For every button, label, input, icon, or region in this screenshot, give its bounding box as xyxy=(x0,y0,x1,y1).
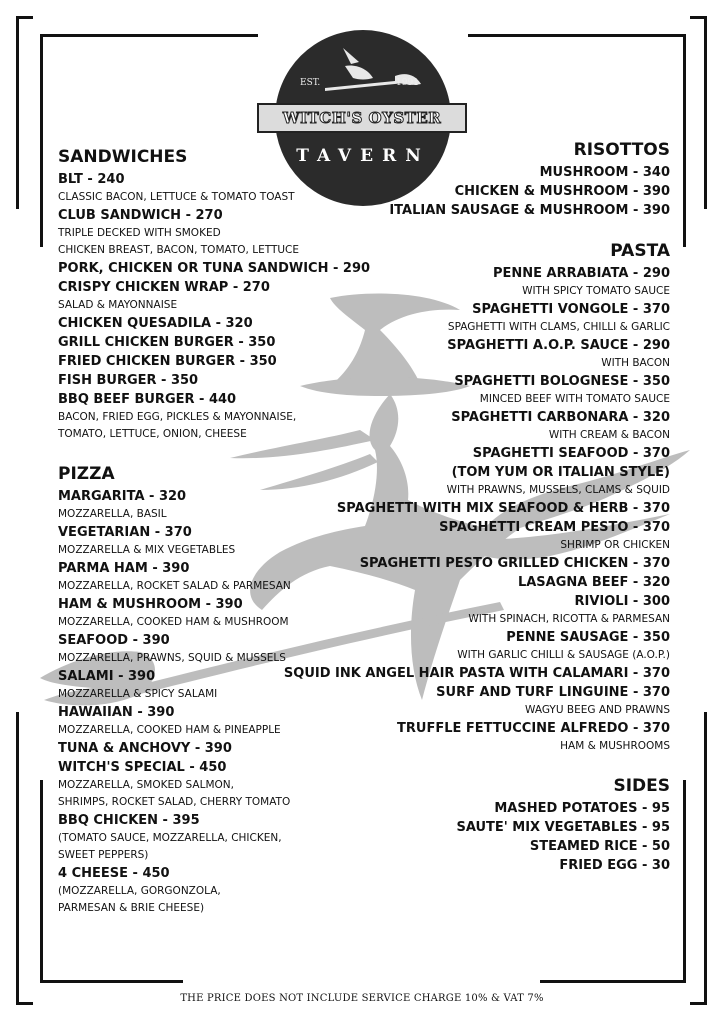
menu-item: SPAGHETTI BOLOGNESE - 350 xyxy=(454,374,670,389)
section-spacer xyxy=(230,220,670,240)
menu-item: TRUFFLE FETTUCCINE ALFREDO - 370 xyxy=(397,721,670,736)
section-heading: SIDES xyxy=(613,776,670,796)
menu-item: GRILL CHICKEN BURGER - 350 xyxy=(58,335,276,350)
menu-item: PENNE ARRABIATA - 290 xyxy=(492,266,670,281)
menu-item-description: MOZZARELLA, COOKED HAM & PINEAPPLE xyxy=(58,724,281,736)
menu-item-description: SHRIMP OR CHICKEN xyxy=(560,539,670,551)
menu-item: BBQ CHICKEN - 395 xyxy=(58,813,200,828)
menu-item: SPAGHETTI PESTO GRILLED CHICKEN - 370 xyxy=(359,556,670,571)
menu-item-description: WITH SPICY TOMATO SAUCE xyxy=(522,285,670,297)
menu-item-description: MOZZARELLA, ROCKET SALAD & PARMESAN xyxy=(58,580,291,592)
logo-est-label: EST. xyxy=(300,78,321,88)
menu-item-description: TOMATO, LETTUCE, ONION, CHEESE xyxy=(58,428,247,440)
menu-item-description: BACON, FRIED EGG, PICKLES & MAYONNAISE, xyxy=(58,411,297,423)
menu-item: PENNE SAUSAGE - 350 xyxy=(506,630,670,645)
menu-item-description: SHRIMPS, ROCKET SALAD, CHERRY TOMATO xyxy=(58,796,291,808)
section-heading: PASTA xyxy=(610,241,670,261)
menu-item: SPAGHETTI SEAFOOD - 370 xyxy=(472,446,670,461)
menu-item-description: (MOZZARELLA, GORGONZOLA, xyxy=(58,885,221,897)
logo-tavern-text: TAVERN xyxy=(296,146,430,166)
menu-item: WITCH'S SPECIAL - 450 xyxy=(58,760,227,775)
menu-item-description: PARMESAN & BRIE CHEESE) xyxy=(58,902,205,914)
menu-right-column xyxy=(230,139,670,875)
menu-item-description: WITH PRAWNS, MUSSELS, CLAMS & SQUID xyxy=(446,484,670,496)
frame-corner-top-right-outer xyxy=(690,16,707,209)
logo-name-band xyxy=(257,103,467,133)
menu-item: MARGARITA - 320 xyxy=(58,489,187,504)
section-heading: SANDWICHES xyxy=(58,147,188,167)
menu-item: RIVIOLI - 300 xyxy=(574,594,670,609)
menu-item-description: (TOMATO SAUCE, MOZZARELLA, CHICKEN, xyxy=(58,832,282,844)
menu-item: STEAMED RICE - 50 xyxy=(529,839,670,854)
menu-item: TUNA & ANCHOVY - 390 xyxy=(58,741,232,756)
menu-item: SPAGHETTI CREAM PESTO - 370 xyxy=(439,520,670,535)
menu-item: BLT - 240 xyxy=(58,172,125,187)
menu-item: HAWAIIAN - 390 xyxy=(58,705,175,720)
menu-item-description: MOZZARELLA & SPICY SALAMI xyxy=(58,688,218,700)
frame-corner-bottom-right-outer xyxy=(690,712,707,1005)
menu-item-description: MOZZARELLA, COOKED HAM & MUSHROOM xyxy=(58,616,289,628)
menu-item: ITALIAN SAUSAGE & MUSHROOM - 390 xyxy=(389,203,670,218)
menu-item: CRISPY CHICKEN WRAP - 270 xyxy=(58,280,270,295)
menu-item-description: WITH CREAM & BACON xyxy=(548,429,670,441)
menu-item-description: SWEET PEPPERS) xyxy=(58,849,149,861)
menu-item-description: WITH BACON xyxy=(601,357,670,369)
frame-corner-bottom-left-outer xyxy=(16,712,33,1005)
menu-item-description: WITH SPINACH, RICOTTA & PARMESAN xyxy=(468,613,670,625)
menu-item: SEAFOOD - 390 xyxy=(58,633,170,648)
price-disclaimer: THE PRICE DOES NOT INCLUDE SERVICE CHARGE 10% & VAT 7% xyxy=(180,993,544,1004)
menu-item: SPAGHETTI VONGOLE - 370 xyxy=(472,302,670,317)
menu-item-description: CLASSIC BACON, LETTUCE & TOMATO TOAST xyxy=(58,191,295,203)
menu-item-description: MOZZARELLA, BASIL xyxy=(58,508,167,520)
menu-item: VEGETARIAN - 370 xyxy=(58,525,192,540)
section-spacer xyxy=(230,755,670,775)
menu-item: 4 CHEESE - 450 xyxy=(58,866,170,881)
menu-item-description: SALAD & MAYONNAISE xyxy=(58,299,178,311)
menu-item: SURF AND TURF LINGUINE - 370 xyxy=(436,685,670,700)
logo-name: WITCH'S OYSTER xyxy=(282,109,442,127)
menu-item-description: WITH GARLIC CHILLI & SAUSAGE (A.O.P.) xyxy=(457,649,670,661)
menu-item: SPAGHETTI CARBONARA - 320 xyxy=(451,410,670,425)
menu-item-description: MOZZARELLA, PRAWNS, SQUID & MUSSELS xyxy=(58,652,286,664)
menu-item: SPAGHETTI A.O.P. SAUCE - 290 xyxy=(447,338,670,353)
menu-item: (TOM YUM OR ITALIAN STYLE) xyxy=(451,465,670,480)
menu-item: CLUB SANDWICH - 270 xyxy=(58,208,223,223)
frame-corner-top-left-outer xyxy=(16,16,33,209)
menu-item: LASAGNA BEEF - 320 xyxy=(517,575,670,590)
menu-item: HAM & MUSHROOM - 390 xyxy=(58,597,243,612)
menu-item: BBQ BEEF BURGER - 440 xyxy=(58,392,237,407)
menu-item: PARMA HAM - 390 xyxy=(58,561,190,576)
menu-item: SQUID INK ANGEL HAIR PASTA WITH CALAMARI - 370 xyxy=(283,666,670,681)
menu-item: SAUTE' MIX VEGETABLES - 95 xyxy=(456,820,670,835)
menu-item: FRIED EGG - 30 xyxy=(559,858,670,873)
menu-item: MUSHROOM - 340 xyxy=(539,165,670,180)
menu-item: FRIED CHICKEN BURGER - 350 xyxy=(58,354,277,369)
section-heading: RISOTTOS xyxy=(573,140,670,160)
menu-item-description: WAGYU BEEG AND PRAWNS xyxy=(525,704,670,716)
section-heading: PIZZA xyxy=(58,464,115,484)
logo-year-label: 1991 xyxy=(396,78,419,88)
menu-item-description: MOZZARELLA, SMOKED SALMON, xyxy=(58,779,234,791)
menu-item-description: SPAGHETTI WITH CLAMS, CHILLI & GARLIC xyxy=(447,321,670,333)
menu-item-description: HAM & MUSHROOMS xyxy=(560,740,670,752)
menu-item: SPAGHETTI WITH MIX SEAFOOD & HERB - 370 xyxy=(336,501,670,516)
menu-item: CHICKEN QUESADILA - 320 xyxy=(58,316,253,331)
menu-item-description: MINCED BEEF WITH TOMATO SAUCE xyxy=(479,393,670,405)
menu-item-description: MOZZARELLA & MIX VEGETABLES xyxy=(58,544,236,556)
menu-item: SALAMI - 390 xyxy=(58,669,156,684)
menu-item-description: TRIPLE DECKED WITH SMOKED xyxy=(58,227,221,239)
menu-item: FISH BURGER - 350 xyxy=(58,373,199,388)
menu-item: CHICKEN & MUSHROOM - 390 xyxy=(454,184,670,199)
menu-item: MASHED POTATOES - 95 xyxy=(494,801,670,816)
menu-item-description: CHICKEN BREAST, BACON, TOMATO, LETTUCE xyxy=(58,244,300,256)
menu-item: PORK, CHICKEN OR TUNA SANDWICH - 290 xyxy=(58,261,371,276)
